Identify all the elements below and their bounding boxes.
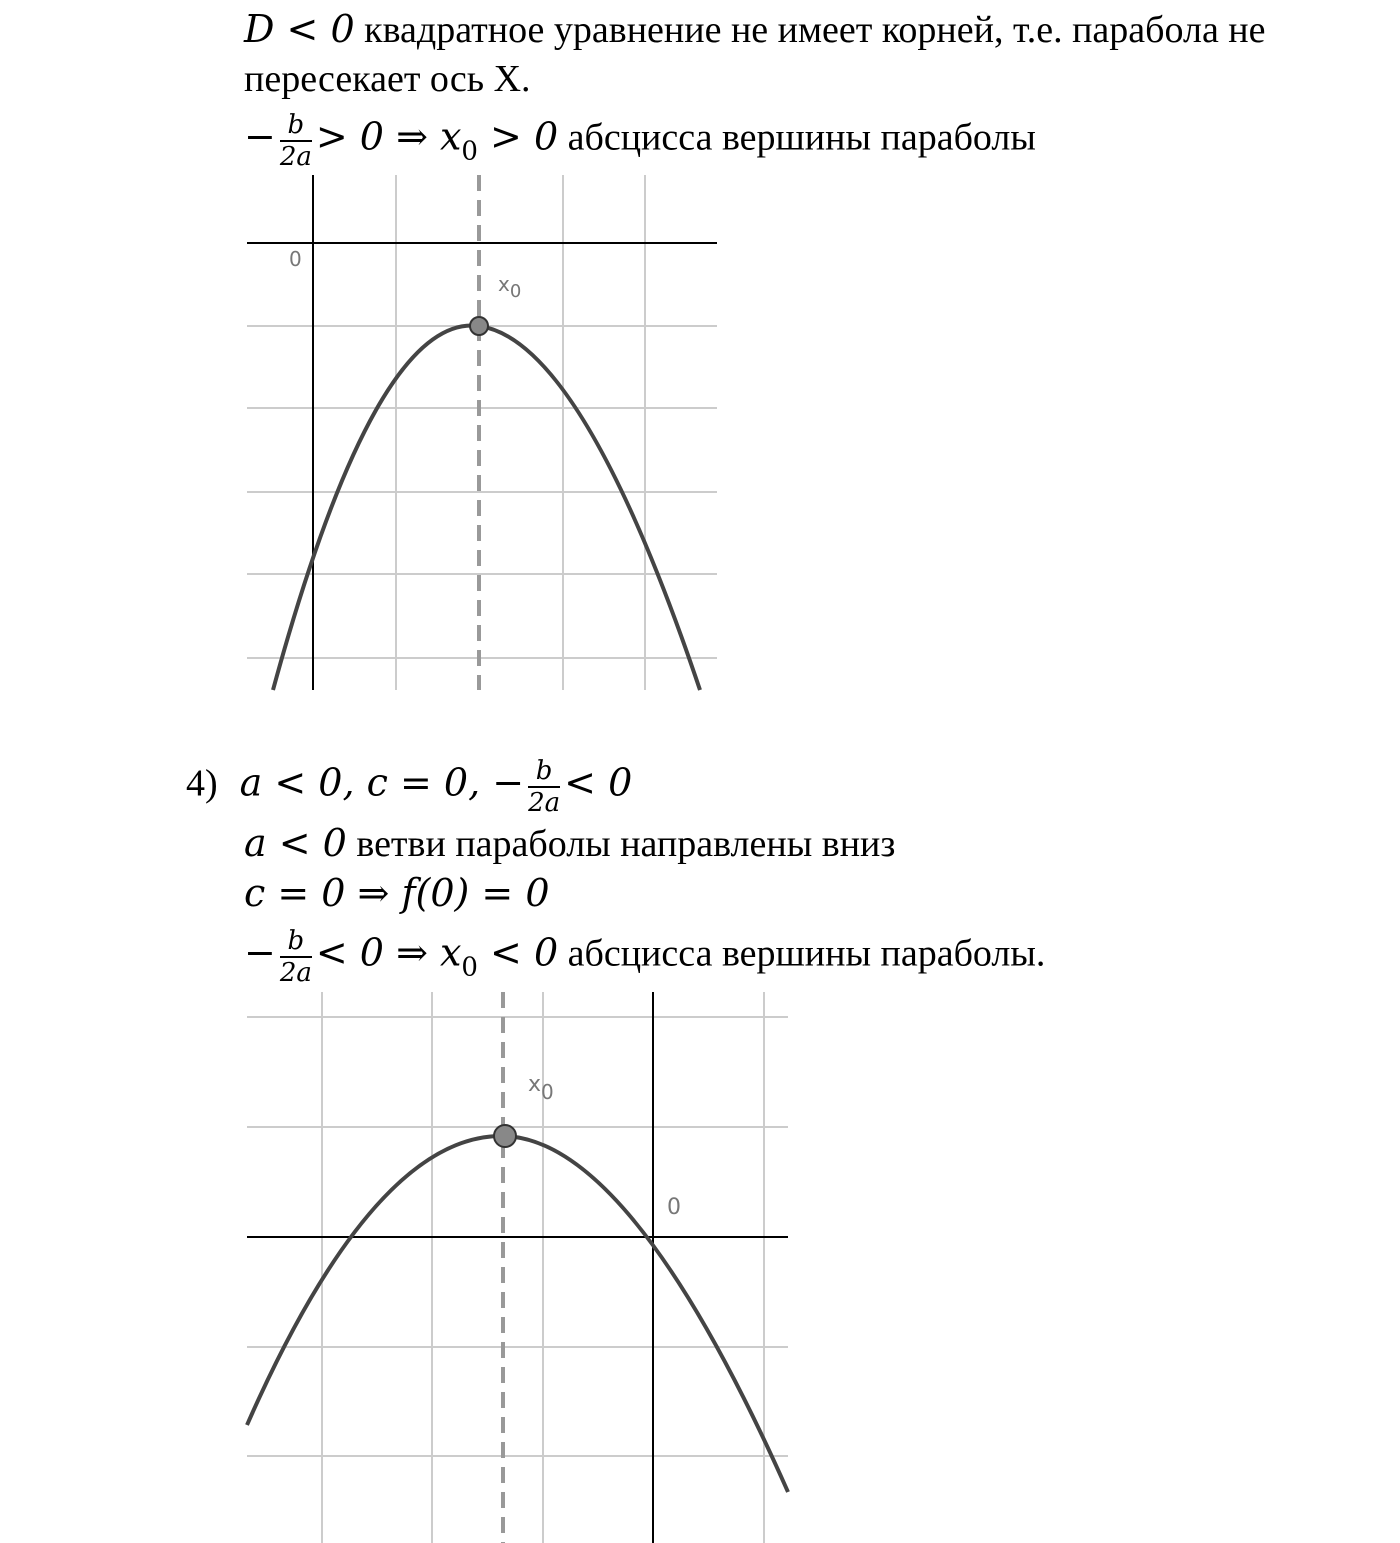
fraction-denominator: 2a xyxy=(279,958,312,988)
graph-2-vertex-label-x: x xyxy=(528,1072,542,1097)
text-axis: пересекает ось X. xyxy=(244,58,531,100)
math-discriminant: D < 0 xyxy=(244,7,355,51)
fraction-denominator: 2a xyxy=(528,788,561,818)
graph-2-vertex-label-sub: 0 xyxy=(541,1080,554,1104)
graph-2-origin-label: 0 xyxy=(667,1195,681,1220)
math-vertex-negative-2: < 0 xyxy=(477,930,559,975)
math-c-zero: c = 0 ⇒ f(0) = 0 xyxy=(244,871,550,915)
graph-1-vertex-label-sub: 0 xyxy=(509,281,522,302)
math-vertex-positive: > 0 ⇒ x xyxy=(315,114,462,159)
subscript: 0 xyxy=(461,952,478,983)
fraction-denominator: 2a xyxy=(279,142,312,172)
fraction-numerator: b xyxy=(280,926,312,958)
minus-sign: − xyxy=(244,930,276,975)
text-vertex-positive: абсцисса вершины параболы xyxy=(558,116,1036,159)
text-discriminant: квадратное уравнение не имеет корней, т.е. парабола не xyxy=(354,9,1266,51)
math-case4-conditions-2: < 0 xyxy=(564,760,633,805)
text-vertex-negative: абсцисса вершины параболы. xyxy=(558,932,1046,975)
math-vertex-negative: < 0 ⇒ x xyxy=(315,930,462,975)
graph-1-origin-label: 0 xyxy=(289,247,302,271)
graph-2-parabola xyxy=(247,1136,788,1492)
graph-2-vertex-point xyxy=(494,1125,516,1147)
graph-2-vertex-label xyxy=(528,1072,554,1104)
math-case4-conditions: a < 0, c = 0, − xyxy=(239,760,525,805)
math-a-negative: a < 0 xyxy=(244,821,347,865)
graph-1-vertex-label-x: x xyxy=(498,272,510,296)
math-vertex-positive-2: > 0 xyxy=(477,114,559,159)
fraction-numerator: b xyxy=(528,756,560,788)
subscript: 0 xyxy=(461,136,478,167)
minus-sign: − xyxy=(244,114,276,159)
text-branches: ветви параболы направлены вниз xyxy=(346,823,896,865)
case-number: 4) xyxy=(186,762,218,805)
fraction-numerator: b xyxy=(280,110,312,142)
